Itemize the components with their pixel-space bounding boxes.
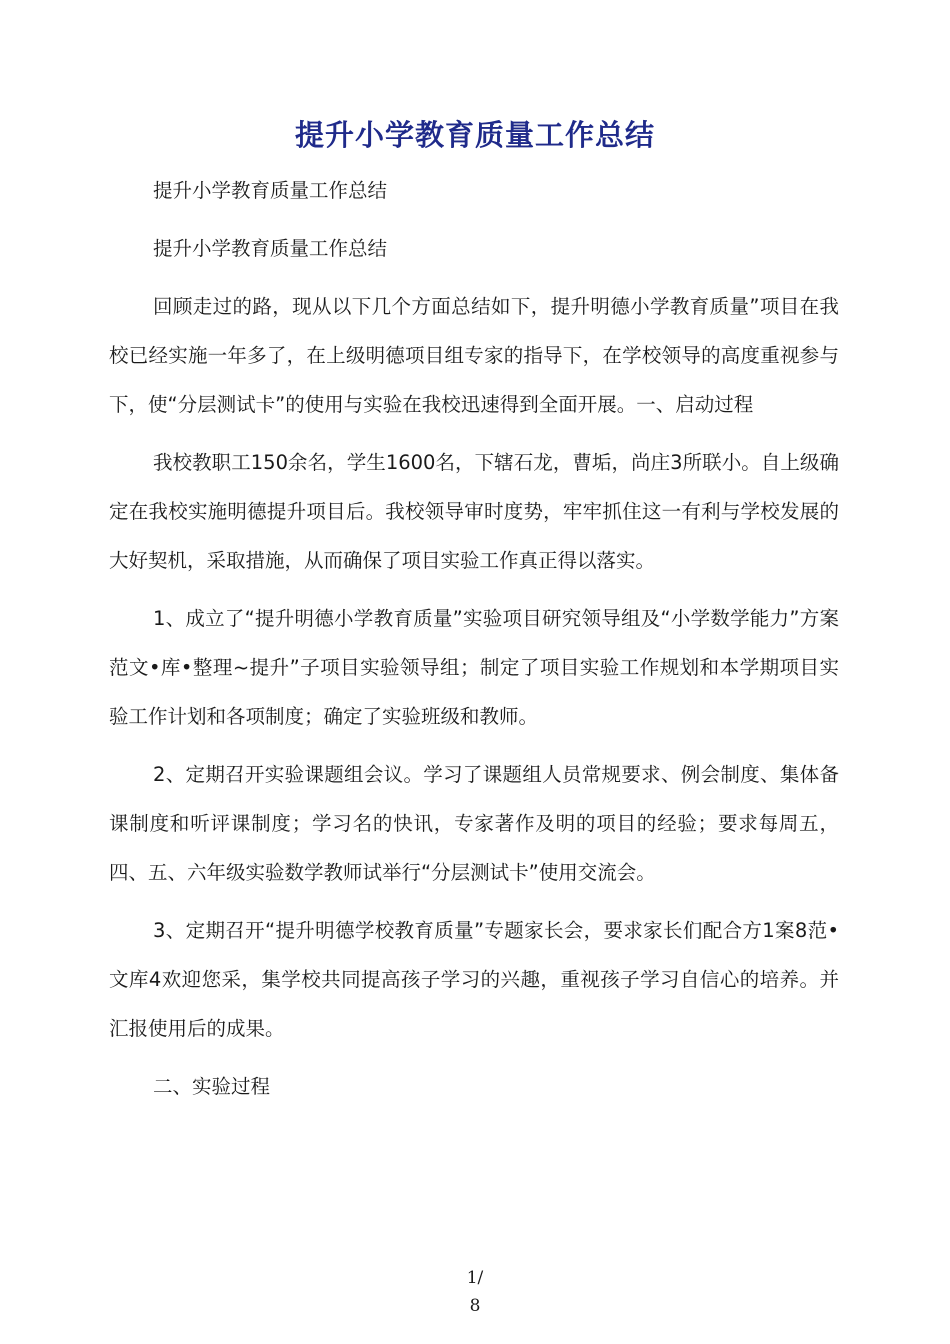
paragraph-section-heading: 二、实验过程 <box>153 1075 271 1098</box>
page-total: 8 <box>469 1296 481 1316</box>
paragraph-item-3: 3、定期召开“提升明德学校教育质量”专题家长会，要求家长们配合方1案8范•文库4欢迎您采，集学校共同提高孩子学习的兴趣，重视孩子学习自信心的培养。并汇报使用后的成果。 <box>109 919 839 1040</box>
paragraph-subtitle-1: 提升小学教育质量工作总结 <box>153 179 388 202</box>
paragraph-item-1: 1、成立了“提升明德小学教育质量”实验项目研究领导组及“小学数学能力”方案范文•库•整理~提升”子项目实验领导组；制定了项目实验工作规划和本学期项目实验工作计划和各项制度；确定了实验班级和教师。 <box>109 607 839 728</box>
document-title: 提升小学教育质量工作总结 <box>294 118 655 152</box>
paragraph-subtitle-2: 提升小学教育质量工作总结 <box>153 237 388 260</box>
document-body <box>109 166 839 1120</box>
page-footer <box>0 1264 950 1320</box>
paragraph-school-info: 我校教职工150余名，学生1600名，下辖石龙，曹垢，尚庄3所联小。自上级确定在我校实施明德提升项目后。我校领导审时度势，牢牢抓住这一有利与学校发展的大好契机，采取措施，从而确保了项目实验工作真正得以落实。 <box>109 451 839 572</box>
paragraph-intro: 回顾走过的路，现从以下几个方面总结如下，提升明德小学教育质量”项目在我校已经实施一年多了，在上级明德项目组专家的指导下，在学校领导的高度重视参与下，使“分层测试卡”的使用与实验在我校迅速得到全面开展。一、启动过程 <box>109 295 839 416</box>
paragraph-item-2: 2、定期召开实验课题组会议。学习了课题组人员常规要求、例会制度、集体备课制度和听评课制度；学习名的快讯，专家著作及明的项目的经验；要求每周五，四、五、六年级实验数学教师试举行“分层测试卡”使用交流会。 <box>109 763 839 884</box>
page-number: 1/ <box>466 1268 484 1288</box>
